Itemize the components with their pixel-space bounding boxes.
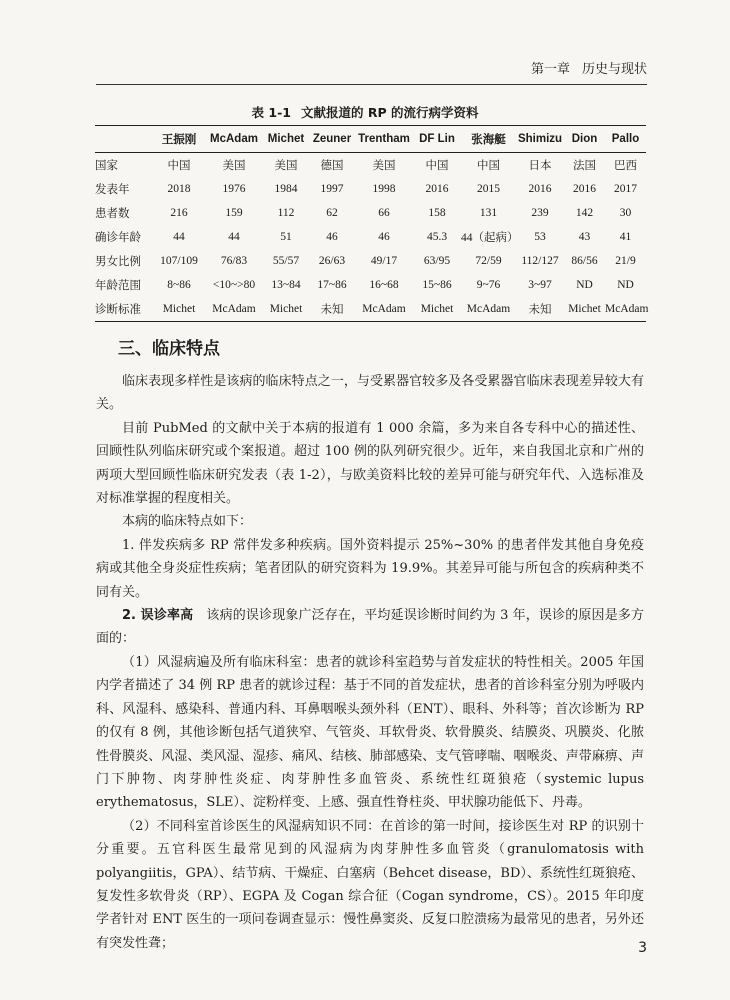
column-header: Dion <box>564 126 605 153</box>
paragraph <box>96 370 644 417</box>
table-row <box>95 273 646 297</box>
paragraph <box>96 534 644 604</box>
table-cell: 30 <box>619 207 632 219</box>
table-cell: Michet <box>564 297 605 322</box>
paragraph-lead: 2. 误诊率高 <box>122 608 194 624</box>
table-cell: McAdam <box>605 297 646 322</box>
table-cell: 112 <box>277 207 295 219</box>
table-caption-title: 文献报道的 RP 的流行病学资料 <box>300 105 479 120</box>
table-cell: 中国 <box>167 160 191 172</box>
chapter-number: 第一章 <box>530 62 570 77</box>
paragraph-text: 目前 PubMed 的文献中关于本病的报道有 1 000 余篇，多为来自各专科中心的描述性、回顾性队列临床研究或个案报道。超过 100 例的队列研究很少。近年，来自我国北京和广州的两项大型回顾性临床研究发表（表 1-2），与欧美资料比较的差异可能与研究年代、入选标准及对标准掌握的程度相关。 <box>96 420 644 507</box>
table-cell: Michet <box>263 297 309 322</box>
table-cell: 26/63 <box>318 255 346 267</box>
table-caption-number: 表 1-1 <box>251 105 291 120</box>
table-cell: 66 <box>378 207 390 219</box>
paragraph-text: 1. 伴发疾病多 RP 常伴发多种疾病。国外资料提示 25%~30% 的患者伴发其他自身免疫病或其他全身炎症性疾病；笔者团队的研究资料为 19.9%。其差异可能与所包含的疾病种类不同有关。 <box>96 537 644 600</box>
table-cell: McAdam <box>205 297 263 322</box>
table-cell: 62 <box>326 207 338 219</box>
table-cell: 美国 <box>222 160 246 172</box>
row-header-cell: 患者数 <box>95 208 130 220</box>
running-header <box>96 58 647 85</box>
paragraph-text: （1）风湿病遍及所有临床科室：患者的就诊科室趋势与首发症状的特性相关。2005 年国内学者描述了 34 例 RP 患者的就诊过程：基于不同的首发症状，患者的首诊科室分别为呼吸内科、风湿科、感染科、普通内科、耳鼻咽喉头颈外科（ENT）、眼科、外科等；首次诊断为 RP 的仅有 8 例，其他诊断包括气道狭窄、气管炎、耳软骨炎、软骨膜炎、结膜炎、巩膜炎、化脓性骨膜炎、风湿、类风湿、湿疹、痛风、结核、肺部感染、支气管哮喘、咽喉炎、声带麻痹、声门下肿物、肉芽肿性炎症、肉芽肿性多血管炎、系统性红斑狼疮（systemic lupus erythematosus，SLE）、淀粉样变、上感、强直性脊柱炎、甲状腺功能低下、丹毒。 <box>96 654 644 811</box>
table-cell: 1976 <box>222 183 246 195</box>
table-cell: 55/57 <box>272 255 300 267</box>
table-cell: 107/109 <box>160 255 198 267</box>
table-cell: 46 <box>326 231 338 243</box>
table-cell: <10~>80 <box>212 279 256 291</box>
table-cell: 159 <box>225 207 243 219</box>
table-cell: 44 <box>173 231 185 243</box>
table-cell: McAdam <box>355 297 413 322</box>
table-cell: Michet <box>153 297 205 322</box>
body-text <box>96 370 644 955</box>
table-cell: 112/127 <box>521 255 559 267</box>
table-cell: 131 <box>479 207 498 219</box>
table-cell: 16~68 <box>369 279 399 291</box>
column-header: Michet <box>263 126 309 153</box>
table-cell: 美国 <box>274 160 298 172</box>
table-cell: 2015 <box>477 183 500 195</box>
paragraph-text: 该病的误诊现象广泛存在，平均延误诊断时间约为 3 年，误诊的原因是多方面的： <box>96 608 644 647</box>
table-cell: 2016 <box>528 183 552 195</box>
table-caption <box>0 103 730 121</box>
epidemiology-table <box>95 125 649 322</box>
table-cell: 63/95 <box>423 255 451 267</box>
table-cell: 未知 <box>309 297 355 322</box>
table-cell: 44（起病） <box>461 232 519 244</box>
column-header: Shimizu <box>516 126 564 153</box>
table-cell: 德国 <box>320 160 344 172</box>
table-cell: 86/56 <box>571 255 598 267</box>
table-row <box>95 249 646 273</box>
table-body <box>95 153 649 322</box>
table-cell: ND <box>617 279 634 291</box>
table-cell: ND <box>576 279 593 291</box>
table-cell: 2016 <box>573 183 596 195</box>
table-cell: 46 <box>378 231 390 243</box>
table-cell: Michet <box>413 297 461 322</box>
table-cell: 美国 <box>372 160 396 172</box>
table-cell: 2017 <box>614 183 637 195</box>
table-cell: 8~86 <box>167 279 191 291</box>
table-cell: 日本 <box>528 160 552 172</box>
table-cell: 41 <box>619 231 632 243</box>
table-cell: 13~84 <box>271 279 301 291</box>
table-cell: 72/59 <box>475 255 502 267</box>
table-cell: 15~86 <box>422 279 452 291</box>
table-cell: 中国 <box>477 160 500 172</box>
table-corner-cell <box>95 126 153 153</box>
table-row <box>95 297 646 322</box>
table-cell: 51 <box>280 231 292 243</box>
row-header-cell: 国家 <box>95 160 118 172</box>
table-cell: 1997 <box>320 183 344 195</box>
paragraph-text: 本病的临床特点如下： <box>122 514 253 530</box>
table-header-row <box>95 126 646 153</box>
table-row <box>95 225 646 249</box>
paragraph-text: 临床表现多样性是该病的临床特点之一，与受累器官较多及各受累器官临床表现差异较大有关。 <box>96 374 644 413</box>
column-header: Zeuner <box>309 126 355 153</box>
table-cell: 3~97 <box>528 279 552 291</box>
table-cell: 44 <box>228 231 240 243</box>
table-cell: 1998 <box>372 183 396 195</box>
table-cell: 2018 <box>167 183 191 195</box>
row-header-cell: 发表年 <box>95 184 130 196</box>
table-cell: 中国 <box>425 160 449 172</box>
table-cell: 158 <box>428 207 446 219</box>
table-cell: 76/83 <box>220 255 248 267</box>
column-header: Pallo <box>605 126 646 153</box>
table-cell: 巴西 <box>614 160 637 172</box>
paragraph <box>96 815 644 955</box>
table-row <box>95 201 646 225</box>
column-header: DF Lin <box>413 126 461 153</box>
table-cell: 53 <box>534 231 546 243</box>
table-row <box>95 177 646 201</box>
row-header-cell: 诊断标准 <box>95 297 153 322</box>
chapter-title: 历史与现状 <box>581 62 647 77</box>
table-cell: 法国 <box>573 160 596 172</box>
table-cell: 43 <box>578 231 591 243</box>
table-cell: 21/9 <box>615 255 636 267</box>
table-row <box>95 153 646 178</box>
row-header-cell: 男女比例 <box>95 256 141 268</box>
table-cell: McAdam <box>461 297 516 322</box>
table-cell: 17~86 <box>317 279 347 291</box>
table-cell: 1984 <box>274 183 298 195</box>
table-cell: 49/17 <box>370 255 398 267</box>
row-header-cell: 年龄范围 <box>95 280 141 292</box>
paragraph-text: （2）不同科室首诊医生的风湿病知识不同：在首诊的第一时间，接诊医生对 RP 的识别十分重要。五官科医生最常见到的风湿病为肉芽肿性多血管炎（granulomatosis with polyangiitis，GPA）、结节病、干燥症、白塞病（Behcet disease，BD）、系统性红斑狼疮、复发性多软骨炎（RP）、EGPA 及 Cogan 综合征（Cogan syndrome，CS）。2015 年印度学者针对 ENT 医生的一项问卷调查显示：慢性鼻窦炎、反复口腔溃疡为最常见的患者，另外还有突发性聋； <box>96 818 644 951</box>
page-number: 3 <box>638 940 647 956</box>
column-header: Trentham <box>355 126 413 153</box>
paragraph <box>96 651 644 815</box>
paragraph <box>96 417 644 511</box>
table-cell: 2016 <box>425 183 449 195</box>
table-cell: 142 <box>575 207 594 219</box>
paragraph <box>96 604 644 651</box>
table-cell: 9~76 <box>476 279 501 291</box>
table-cell: 239 <box>531 207 549 219</box>
section-title: 三、临床特点 <box>118 339 220 359</box>
paragraph <box>96 510 644 533</box>
column-header: McAdam <box>205 126 263 153</box>
column-header: 张海艇 <box>461 126 516 153</box>
table-cell: 216 <box>170 207 188 219</box>
column-header: 王振刚 <box>153 126 205 153</box>
row-header-cell: 确诊年龄 <box>95 232 141 244</box>
table-cell: 45.3 <box>426 231 448 243</box>
table-cell: 未知 <box>516 297 564 322</box>
